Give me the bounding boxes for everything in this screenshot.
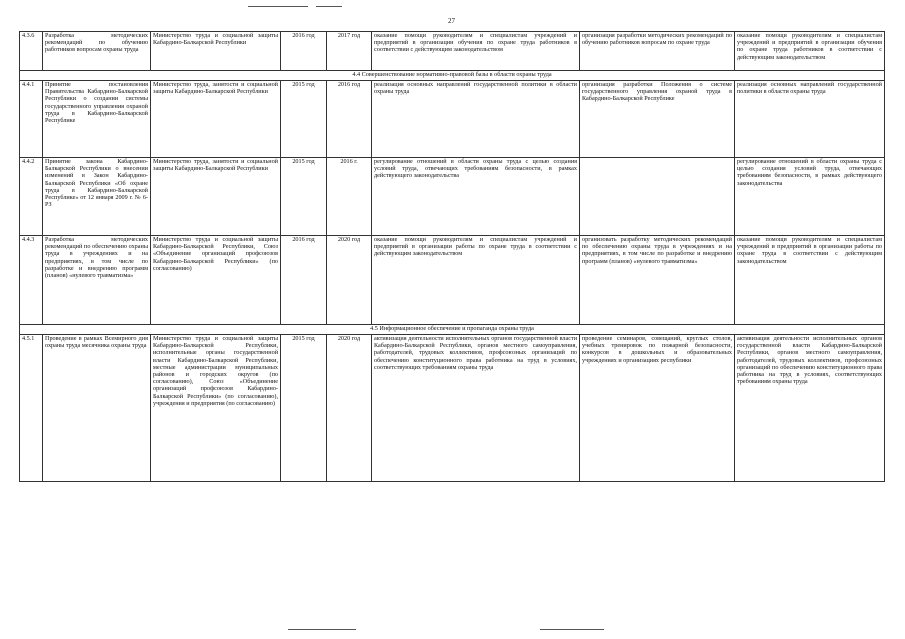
expected-result-cell: реализация основных направлений государственной политики в области охраны труда	[372, 81, 580, 158]
executor-cell: Министерство труда, занятости и социальной защиты Кабардино-Балкарской Республики	[151, 158, 281, 236]
start-year-cell: 2015 год	[281, 335, 327, 482]
outcome-cell: регулирование отношений в области охраны труда с целью создания условий труда, отвечающих требованиям безопасности, в рамках действующего законодательства	[735, 158, 885, 236]
table-row	[20, 158, 885, 236]
row-number: 4.3.6	[20, 32, 43, 71]
scan-artifact-line	[316, 6, 342, 7]
contents-cell	[580, 158, 735, 236]
end-year-cell: 2016 год	[327, 81, 372, 158]
executor-cell: Министерство труда и социальной защиты Кабардино-Балкарской Республики	[151, 32, 281, 71]
end-year-cell: 2017 год	[327, 32, 372, 71]
page-number: 27	[448, 17, 455, 25]
section-heading-row	[20, 71, 885, 81]
executor-cell: Министерство труда, занятости и социальной защиты Кабардино-Балкарской Республики	[151, 81, 281, 158]
end-year-cell: 2016 г.	[327, 158, 372, 236]
table-row	[20, 236, 885, 325]
outcome-cell: оказание помощи руководителям и специалистам учреждений и предприятий в организации обучения по охране труда работников в соответствии с действующим законодательством	[735, 32, 885, 71]
outcome-cell: активизация деятельности исполнительных органов государственной власти Кабардино-Балкарской Республики, органов местного самоуправления, работодателей, трудовых коллективов, профсоюзных организаций по обеспечению конституционного права работника на труд в условиях, соответствующих требованиям охраны труда	[735, 335, 885, 482]
measure-cell: Проведение в рамках Всемирного дня охраны труда месячника охраны труда	[43, 335, 151, 482]
section-heading-row	[20, 325, 885, 335]
expected-result-cell: оказание помощи руководителям и специалистам учреждений и предприятий в организации работы по охране труда в соответствии с действующим законодательством	[372, 236, 580, 325]
expected-result-cell: оказание помощи руководителям и специалистам учреждений и предприятий в организации обучения по охране труда работников в соответствии с действующим законодательством	[372, 32, 580, 71]
measure-cell: Принятие закона Кабардино-Балкарской Республики о внесении изменений в Закон Кабардино-Балкарской Республики «Об охране труда в Кабардино-Балкарской Республике» от 12 января 2009 г. № 6-РЗ	[43, 158, 151, 236]
row-number: 4.4.3	[20, 236, 43, 325]
row-number: 4.4.2	[20, 158, 43, 236]
contents-cell: организация разработки методических рекомендаций по обучению работников вопросам по охране труда	[580, 32, 735, 71]
outcome-cell: реализация основных направлений государственной политики в области охраны труда	[735, 81, 885, 158]
row-number: 4.5.1	[20, 335, 43, 482]
contents-cell: организация разработки Положения о системе государственного управления охраной труда в Кабардино-Балкарской Республике	[580, 81, 735, 158]
contents-cell: проведение семинаров, совещаний, круглых столов, учебных тренировок по пожарной безопасности, конкурсов в дошкольных и образовательных учреждениях и организациях республики	[580, 335, 735, 482]
start-year-cell: 2016 год	[281, 32, 327, 71]
section-heading: 4.5 Информационное обеспечение и пропаганда охраны труда	[20, 325, 885, 335]
measures-table	[19, 31, 885, 482]
outcome-cell: оказание помощи руководителям и специалистам учреждений и предприятий в организации работы по охране труда в соответствии с действующим законодательством	[735, 236, 885, 325]
row-number: 4.4.1	[20, 81, 43, 158]
start-year-cell: 2016 год	[281, 236, 327, 325]
scan-artifact-line	[288, 629, 356, 630]
measure-cell: Разработка методических рекомендаций по обеспечению охраны труда в учреждениях и на предприятиях, в том числе по разработке и внедрению программ (планов) «нулевого травматизма»	[43, 236, 151, 325]
start-year-cell: 2015 год	[281, 81, 327, 158]
table-row	[20, 32, 885, 71]
end-year-cell: 2020 год	[327, 236, 372, 325]
expected-result-cell: регулирование отношений в области охраны труда с целью создания условий труда, отвечающих требованиям безопасности, в рамках действующего законодательства	[372, 158, 580, 236]
executor-cell: Министерство труда и социальной защиты Кабардино-Балкарской Республики, исполнительные органы государственной власти Кабардино-Балкарской Республики, местные администрации муниципальных районов и городских округов (по согласованию), Союз «Объединение организаций профсоюзов Кабардино-Балкарской Республики» (по согласованию), учреждения и предприятия (по согласованию)	[151, 335, 281, 482]
start-year-cell: 2015 год	[281, 158, 327, 236]
contents-cell: организовать разработку методических рекомендаций по обеспечению охраны труда в учреждениях и на предприятиях, в том числе по разработке и внедрению программ (планов) «нулевого травматизма»	[580, 236, 735, 325]
table-row	[20, 81, 885, 158]
measure-cell: Разработка методических рекомендаций по обучению работников вопросам охраны труда	[43, 32, 151, 71]
expected-result-cell: активизация деятельности исполнительных органов государственной власти Кабардино-Балкарской Республики, органов местного самоуправления, работодателей, трудовых коллективов, профсоюзных организаций по обеспечению конституционного права работника на труд в условиях, соответствующих требованиям охраны труда	[372, 335, 580, 482]
scan-artifact-line	[540, 629, 604, 630]
end-year-cell: 2020 год	[327, 335, 372, 482]
table-row	[20, 335, 885, 482]
measure-cell: Принятие постановления Правительства Кабардино-Балкарской Республики о создании системы государственного управления охраной труда в Кабардино-Балкарской Республике	[43, 81, 151, 158]
executor-cell: Министерство труда и социальной защиты Кабардино-Балкарской Республики, Союз «Объединение организаций профсоюзов Кабардино-Балкарской Республики» (по согласованию)	[151, 236, 281, 325]
scan-artifact-line	[248, 6, 308, 7]
section-heading: 4.4 Совершенствование нормативно-правовой базы в области охраны труда	[20, 71, 885, 81]
